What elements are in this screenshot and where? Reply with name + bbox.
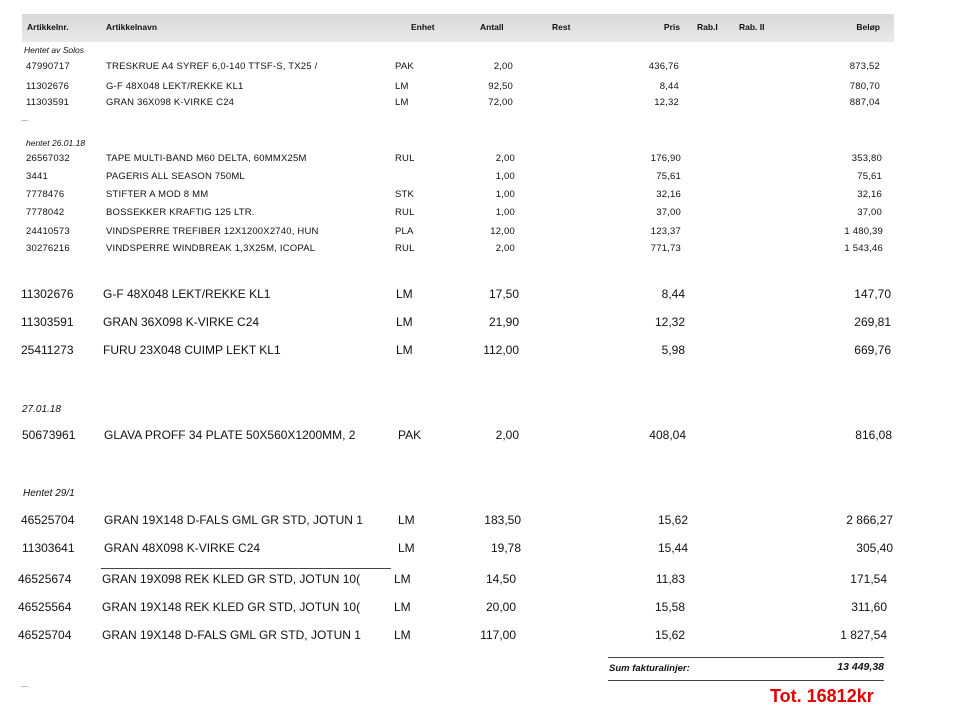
cell-artnr: 11302676	[26, 81, 70, 92]
scan-mark: ⌒	[20, 686, 30, 696]
cell-enhet: RUL	[395, 153, 415, 164]
cell-belop: 75,61	[857, 171, 882, 182]
cell-pris: 436,76	[648, 61, 679, 72]
cell-antall: 1,00	[495, 189, 515, 200]
section-label: Hentet 29/1	[23, 488, 75, 499]
cell-pris: 123,37	[650, 226, 681, 237]
cell-antall: 19,78	[490, 541, 521, 555]
cell-belop: 669,76	[854, 343, 891, 357]
total-handwritten: Tot. 16812kr	[770, 686, 874, 706]
scan-mark: ⌒	[20, 120, 30, 130]
cell-antall: 117,00	[480, 628, 516, 642]
cell-antall: 20,00	[485, 600, 516, 614]
cell-enhet: LM	[396, 287, 413, 301]
cell-belop: 305,40	[856, 541, 893, 555]
cell-navn: GRAN 19X148 REK KLED GR STD, JOTUN 10(	[102, 600, 361, 614]
cell-belop: 1 480,39	[844, 226, 883, 237]
cell-belop: 269,81	[854, 315, 891, 329]
section-label: 27.01.18	[22, 404, 61, 415]
cell-pris: 408,04	[649, 428, 686, 442]
summary-line	[608, 657, 884, 658]
column-header-navn: Artikkelnavn	[106, 22, 158, 32]
cell-artnr: 7778476	[26, 189, 65, 200]
cell-pris: 15,44	[657, 541, 688, 555]
cell-artnr: 3441	[26, 171, 48, 182]
cell-enhet: RUL	[395, 207, 415, 218]
cell-navn: FURU 23X048 CUIMP LEKT KL1	[103, 343, 281, 357]
column-header-rab1: Rab.I	[697, 22, 718, 32]
cell-artnr: 30276216	[26, 243, 70, 254]
cell-enhet: LM	[394, 572, 411, 586]
cell-artnr: 46525564	[18, 600, 72, 614]
cell-antall: 112,00	[483, 343, 519, 357]
cell-antall: 1,00	[495, 207, 515, 218]
cell-enhet: STK	[395, 189, 415, 200]
cell-pris: 12,32	[654, 315, 685, 329]
cell-enhet: LM	[395, 81, 409, 92]
cell-artnr: 11302676	[21, 287, 74, 301]
cell-artnr: 7778042	[26, 207, 65, 218]
cell-navn: G-F 48X048 LEKT/REKKE KL1	[106, 81, 244, 92]
cell-antall: 183,50	[484, 513, 521, 527]
cell-navn: GRAN 19X148 D-FALS GML GR STD, JOTUN 1	[102, 628, 361, 642]
cell-enhet: PLA	[395, 226, 414, 237]
cell-belop: 816,08	[855, 428, 892, 442]
cell-enhet: PAK	[398, 428, 422, 442]
cell-antall: 2,00	[495, 428, 519, 442]
cell-antall: 92,50	[488, 81, 513, 92]
cell-pris: 15,58	[654, 600, 685, 614]
column-header-artnr: Artikkelnr.	[27, 22, 69, 32]
cell-navn: BOSSEKKER KRAFTIG 125 LTR.	[106, 207, 255, 218]
cell-navn: GRAN 36X098 K-VIRKE C24	[103, 315, 260, 329]
column-header-pris: Pris	[663, 22, 680, 32]
cell-antall: 17,50	[488, 287, 519, 301]
cell-artnr: 46525704	[21, 513, 75, 527]
cell-antall: 12,00	[490, 226, 515, 237]
cell-artnr: 47990717	[26, 61, 70, 72]
cell-belop: 887,04	[849, 97, 880, 108]
column-header-antall: Antall	[480, 22, 504, 32]
summary-underline	[608, 680, 884, 681]
cell-enhet: LM	[398, 541, 415, 555]
cell-navn: STIFTER A MOD 8 MM	[106, 189, 209, 200]
column-header-enhet: Enhet	[411, 22, 435, 32]
cell-belop: 37,00	[857, 207, 882, 218]
cell-antall: 2,00	[495, 243, 515, 254]
cell-belop: 2 866,27	[846, 513, 893, 527]
cell-antall: 1,00	[495, 171, 515, 182]
cell-pris: 75,61	[656, 171, 681, 182]
cell-enhet: LM	[396, 315, 413, 329]
cell-antall: 21,90	[488, 315, 519, 329]
cell-navn: GRAN 19X098 REK KLED GR STD, JOTUN 10(	[102, 572, 361, 586]
column-header-belop: Beløp	[856, 22, 880, 32]
cell-belop: 780,70	[849, 81, 880, 92]
divider-line	[101, 568, 391, 569]
cell-navn: VINDSPERRE TREFIBER 12X1200X2740, HUN	[106, 226, 319, 237]
column-header-rab2: Rab. II	[739, 22, 765, 32]
cell-antall: 14,50	[485, 572, 516, 586]
cell-belop: 1 543,46	[844, 243, 883, 254]
cell-enhet: PAK	[395, 61, 414, 72]
sum-value: 13 449,38	[837, 661, 884, 673]
cell-artnr: 11303641	[22, 541, 75, 555]
cell-antall: 2,00	[495, 153, 515, 164]
cell-artnr: 25411273	[21, 343, 74, 357]
cell-enhet: LM	[394, 600, 411, 614]
cell-navn: GRAN 48X098 K-VIRKE C24	[104, 541, 261, 555]
sum-label: Sum fakturalinjer:	[609, 663, 690, 674]
cell-artnr: 50673961	[22, 428, 76, 442]
cell-pris: 37,00	[656, 207, 681, 218]
cell-pris: 8,44	[661, 287, 685, 301]
cell-navn: GRAN 36X098 K-VIRKE C24	[106, 97, 235, 108]
cell-navn: GRAN 19X148 D-FALS GML GR STD, JOTUN 1	[104, 513, 363, 527]
cell-artnr: 46525704	[18, 628, 72, 642]
cell-enhet: LM	[398, 513, 415, 527]
cell-navn: PAGERIS ALL SEASON 750ML	[106, 171, 245, 182]
column-header-rest: Rest	[552, 22, 571, 32]
cell-belop: 311,60	[851, 600, 887, 614]
cell-navn: VINDSPERRE WINDBREAK 1,3X25M, ICOPAL	[106, 243, 316, 254]
cell-enhet: LM	[396, 343, 413, 357]
cell-pris: 176,90	[650, 153, 681, 164]
cell-pris: 15,62	[657, 513, 688, 527]
cell-navn: TAPE MULTI-BAND M60 DELTA, 60MMX25M	[106, 153, 307, 164]
cell-belop: 353,80	[851, 153, 882, 164]
cell-antall: 2,00	[493, 61, 513, 72]
cell-pris: 15,62	[654, 628, 685, 642]
section-label: hentet 26.01.18	[26, 138, 86, 148]
cell-pris: 12,32	[654, 97, 679, 108]
cell-artnr: 46525674	[18, 572, 72, 586]
section-label: Hentet av Solos	[24, 45, 85, 55]
cell-enhet: LM	[395, 97, 409, 108]
cell-artnr: 24410573	[26, 226, 70, 237]
cell-artnr: 11303591	[26, 97, 70, 108]
cell-navn: GLAVA PROFF 34 PLATE 50X560X1200MM, 2	[104, 428, 356, 442]
cell-artnr: 11303591	[21, 315, 74, 329]
cell-pris: 11,83	[655, 572, 685, 586]
cell-antall: 72,00	[488, 97, 513, 108]
cell-navn: TRESKRUE A4 SYREF 6,0-140 TTSF-S, TX25 /	[106, 61, 318, 72]
cell-pris: 771,73	[650, 243, 681, 254]
cell-pris: 8,44	[659, 81, 679, 92]
cell-enhet: LM	[394, 628, 411, 642]
cell-enhet: RUL	[395, 243, 415, 254]
cell-belop: 147,70	[854, 287, 891, 301]
cell-pris: 32,16	[656, 189, 681, 200]
cell-belop: 32,16	[857, 189, 882, 200]
cell-navn: G-F 48X048 LEKT/REKKE KL1	[103, 287, 271, 301]
cell-belop: 873,52	[849, 61, 880, 72]
cell-artnr: 26567032	[26, 153, 70, 164]
cell-belop: 1 827,54	[840, 628, 887, 642]
cell-pris: 5,98	[661, 343, 685, 357]
cell-belop: 171,54	[850, 572, 887, 586]
